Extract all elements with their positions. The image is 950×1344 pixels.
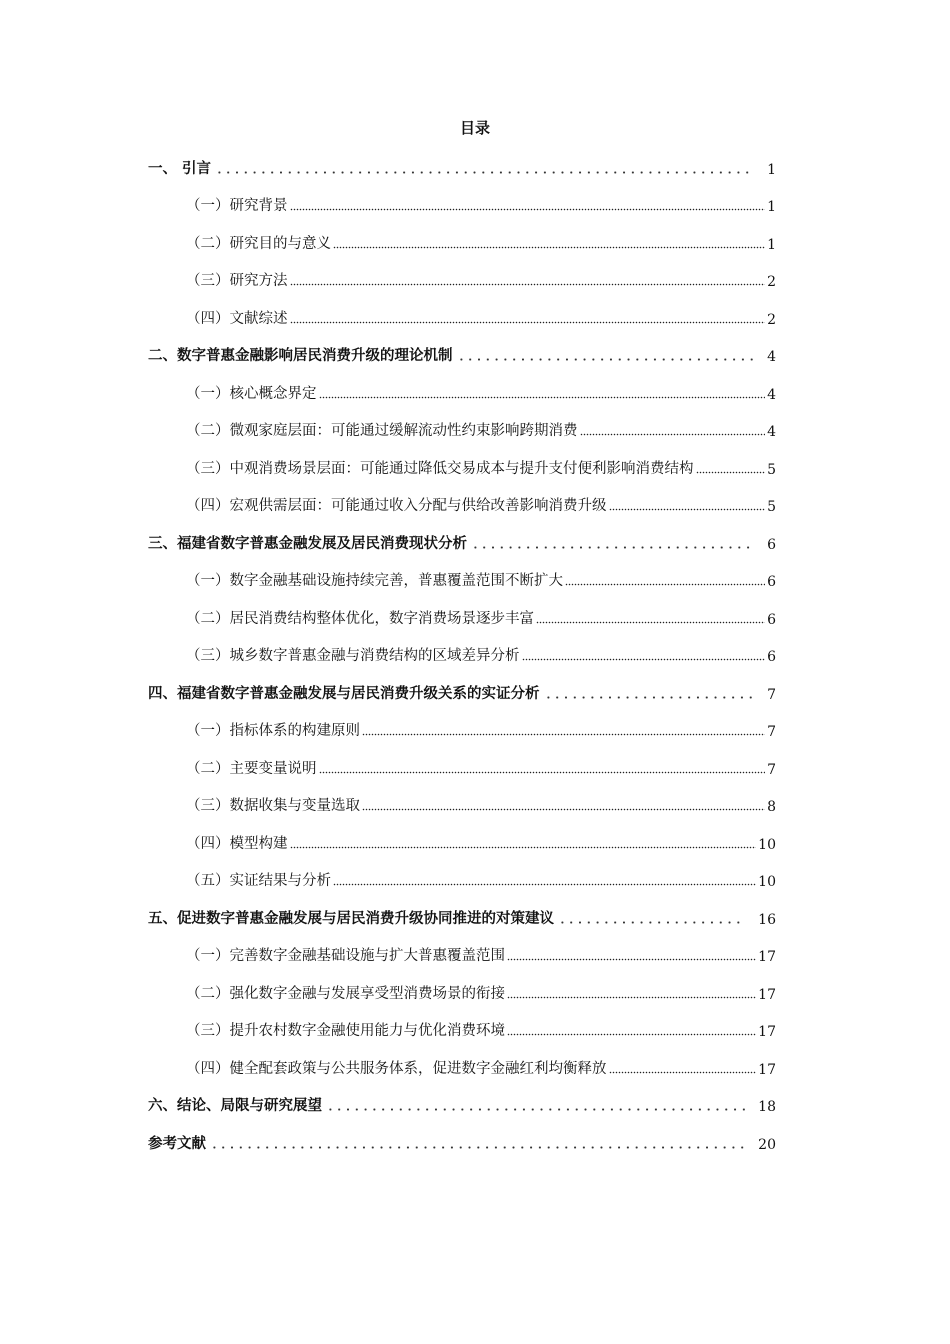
toc-page-number: 5	[767, 461, 776, 478]
toc-chapter-entry[interactable]	[148, 898, 776, 936]
toc-page-number: 10	[758, 836, 776, 853]
toc-entry-label: （一）核心概念界定	[186, 385, 317, 402]
toc-entry-label: （三）城乡数字普惠金融与消费结构的区域差异分析	[186, 648, 520, 664]
toc-title: 目录	[459, 119, 490, 137]
toc-page-number: 6	[767, 611, 776, 628]
toc-chapter-entry[interactable]	[148, 336, 776, 374]
toc-page-number: 4	[767, 424, 776, 440]
toc-entry-label: 五、促进数字普惠金融发展与居民消费升级协同推进的对策建议	[148, 910, 554, 927]
toc-section-entry[interactable]	[148, 823, 776, 861]
toc-entry-label: （二）微观家庭层面：可能通过缓解流动性约束影响跨期消费	[186, 423, 578, 439]
toc-dot-leader	[326, 1108, 746, 1111]
toc-chapter-entry[interactable]	[148, 1123, 776, 1161]
toc-dot-leader	[333, 246, 765, 249]
toc-section-entry[interactable]	[148, 223, 776, 261]
toc-dot-leader	[290, 208, 766, 211]
toc-dot-leader	[215, 171, 755, 174]
toc-chapter-entry[interactable]	[148, 1086, 776, 1124]
toc-page-number: 4	[767, 349, 776, 365]
toc-entry-label: （四）健全配套政策与公共服务体系，促进数字金融红利均衡释放	[186, 1060, 607, 1077]
toc-page-number: 1	[767, 161, 776, 178]
toc-section-entry[interactable]	[148, 1048, 776, 1086]
toc-section-entry[interactable]	[148, 261, 776, 299]
toc-dot-leader	[580, 433, 766, 436]
toc-entry-label: （四）文献综述	[186, 310, 288, 327]
toc-entry-label: 六、结论、局限与研究展望	[148, 1098, 322, 1114]
toc-dot-leader	[507, 958, 756, 961]
toc-page-number: 17	[758, 949, 776, 965]
toc-chapter-entry[interactable]	[148, 148, 776, 186]
toc-dot-leader	[290, 321, 766, 324]
toc-entry-label: （三）提升农村数字金融使用能力与优化消费环境	[186, 1023, 505, 1039]
toc-entry-label: （二）强化数字金融与发展享受型消费场景的衔接	[186, 985, 505, 1002]
toc-entry-label: （三）数据收集与变量选取	[186, 798, 360, 814]
toc-page-number: 4	[767, 386, 776, 403]
toc-section-entry[interactable]	[148, 748, 776, 786]
toc-entry-label: （四）模型构建	[186, 835, 288, 852]
toc-dot-leader	[471, 546, 755, 549]
toc-section-entry[interactable]	[148, 298, 776, 336]
toc-page-number: 2	[767, 274, 776, 290]
toc-dot-leader	[507, 1033, 756, 1036]
toc-dot-leader	[290, 283, 766, 286]
toc-entry-label: （一）完善数字金融基础设施与扩大普惠覆盖范围	[186, 948, 505, 964]
toc-section-entry[interactable]	[148, 448, 776, 486]
toc-page-number: 17	[758, 1024, 776, 1040]
toc-section-entry[interactable]	[148, 598, 776, 636]
toc-page-number: 6	[767, 574, 776, 590]
toc-dot-leader	[507, 996, 756, 999]
toc-dot-leader	[333, 883, 756, 886]
toc-dot-leader	[210, 1146, 746, 1149]
toc-section-entry[interactable]	[148, 861, 776, 899]
toc-page-number: 16	[758, 911, 776, 928]
toc-entry-label: （一）数字金融基础设施持续完善，普惠覆盖范围不断扩大	[186, 573, 563, 589]
toc-section-entry[interactable]	[148, 936, 776, 974]
toc-entry-label: 参考文献	[148, 1135, 206, 1152]
toc-entry-label: （四）宏观供需层面：可能通过收入分配与供给改善影响消费升级	[186, 498, 607, 514]
toc-section-entry[interactable]	[148, 1011, 776, 1049]
toc-dot-leader	[536, 621, 765, 624]
toc-section-entry[interactable]	[148, 486, 776, 524]
toc-entry-label: （一）研究背景	[186, 198, 288, 214]
toc-entry-label: （五）实证结果与分析	[186, 873, 331, 889]
toc-page-number: 7	[767, 724, 776, 740]
toc-section-entry[interactable]	[148, 786, 776, 824]
toc-entry-label: （二）主要变量说明	[186, 760, 317, 777]
toc-page-number: 6	[767, 536, 776, 553]
toc-page-number: 6	[767, 649, 776, 665]
toc-dot-leader	[522, 658, 766, 661]
toc-entry-label: （二）居民消费结构整体优化，数字消费场景逐步丰富	[186, 610, 534, 627]
toc-entry-label: 二、数字普惠金融影响居民消费升级的理论机制	[148, 348, 453, 364]
toc-dot-leader	[362, 733, 765, 736]
toc-entry-label: 一、 引言	[148, 160, 212, 177]
toc-dot-leader	[544, 696, 756, 699]
toc-section-entry[interactable]	[148, 373, 776, 411]
toc-dot-leader	[609, 508, 766, 511]
toc-page-number: 5	[767, 499, 776, 515]
toc-section-entry[interactable]	[148, 711, 776, 749]
toc-page-number: 17	[758, 1061, 776, 1078]
toc-page-number: 2	[767, 311, 776, 328]
toc-section-entry[interactable]	[148, 973, 776, 1011]
toc-dot-leader	[319, 771, 766, 774]
table-of-contents	[148, 148, 776, 1161]
toc-entry-label: （一）指标体系的构建原则	[186, 723, 360, 739]
toc-chapter-entry[interactable]	[148, 523, 776, 561]
toc-entry-label: （二）研究目的与意义	[186, 235, 331, 252]
toc-dot-leader	[362, 808, 765, 811]
toc-page-number: 17	[758, 986, 776, 1003]
toc-section-entry[interactable]	[148, 186, 776, 224]
toc-dot-leader	[319, 396, 766, 399]
toc-chapter-entry[interactable]	[148, 673, 776, 711]
toc-page-number: 1	[767, 199, 776, 215]
toc-page-number: 10	[758, 874, 776, 890]
toc-page-number: 20	[758, 1136, 776, 1153]
toc-dot-leader	[565, 583, 765, 586]
toc-dot-leader	[609, 1071, 757, 1074]
toc-page-number: 7	[767, 761, 776, 778]
toc-section-entry[interactable]	[148, 561, 776, 599]
toc-section-entry[interactable]	[148, 411, 776, 449]
toc-dot-leader	[457, 358, 756, 361]
toc-page-number: 7	[767, 686, 776, 703]
toc-section-entry[interactable]	[148, 636, 776, 674]
toc-entry-label: 三、福建省数字普惠金融发展及居民消费现状分析	[148, 535, 467, 552]
toc-dot-leader	[696, 471, 766, 474]
toc-page-number: 1	[767, 236, 776, 253]
toc-page-number: 18	[758, 1099, 776, 1115]
toc-entry-label: 四、福建省数字普惠金融发展与居民消费升级关系的实证分析	[148, 685, 540, 702]
toc-dot-leader	[290, 846, 757, 849]
toc-dot-leader	[558, 921, 746, 924]
toc-page-number: 8	[767, 799, 776, 815]
toc-entry-label: （三）研究方法	[186, 273, 288, 289]
toc-entry-label: （三）中观消费场景层面：可能通过降低交易成本与提升支付便利影响消费结构	[186, 460, 694, 477]
